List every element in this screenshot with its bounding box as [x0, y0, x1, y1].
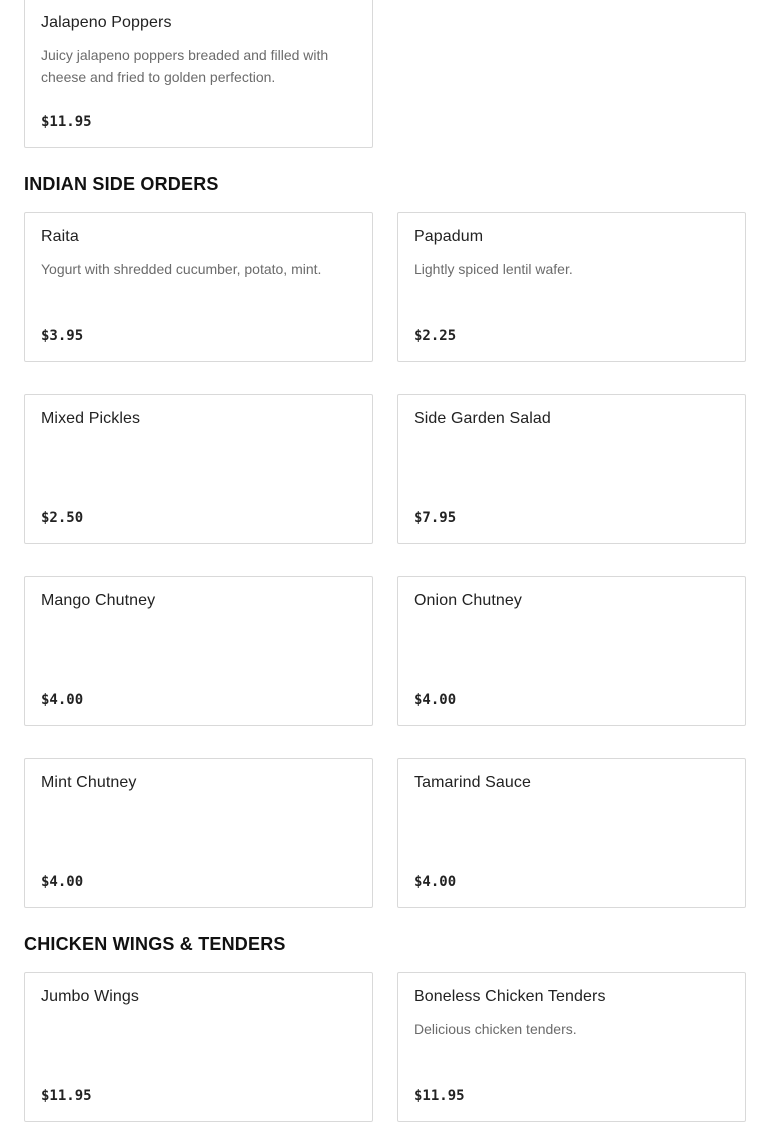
- menu-item-card-mango-chutney[interactable]: [24, 576, 373, 726]
- menu-item-card-mixed-pickles[interactable]: [24, 394, 373, 544]
- menu-item-name: Mint Chutney: [41, 774, 137, 791]
- menu-item-name: Jumbo Wings: [41, 988, 140, 1005]
- menu-item-price: $11.95: [414, 1088, 465, 1104]
- menu-item-name: Boneless Chicken Tenders: [414, 988, 606, 1005]
- section-title-indian-side-orders: INDIAN SIDE ORDERS: [24, 174, 219, 194]
- menu-item-price: $4.00: [41, 692, 84, 708]
- menu-item-price: $4.00: [41, 874, 84, 890]
- menu-item-price: $2.25: [414, 328, 457, 344]
- menu-item-name: Tamarind Sauce: [414, 774, 532, 791]
- menu-item-name: Mango Chutney: [41, 592, 156, 609]
- menu-item-card-jumbo-wings[interactable]: [24, 972, 373, 1122]
- menu-item-price: $11.95: [41, 114, 92, 130]
- menu-item-description: Delicious chicken tenders.: [414, 1021, 577, 1037]
- menu-item-price: $11.95: [41, 1088, 92, 1104]
- menu-item-card-jalapeno-poppers[interactable]: [24, 0, 373, 148]
- menu-item-price: $4.00: [414, 874, 457, 890]
- menu-item-card-onion-chutney[interactable]: [397, 576, 746, 726]
- menu-item-price: $4.00: [414, 692, 457, 708]
- menu-item-name: Side Garden Salad: [414, 410, 551, 427]
- menu-item-name: Mixed Pickles: [41, 410, 141, 427]
- menu-item-card-side-garden-salad[interactable]: [397, 394, 746, 544]
- menu-item-description: Lightly spiced lentil wafer.: [414, 261, 573, 277]
- menu-item-description: Yogurt with shredded cucumber, potato, mint.: [41, 261, 322, 277]
- menu-item-card-mint-chutney[interactable]: [24, 758, 373, 908]
- menu-item-price: $7.95: [414, 510, 457, 526]
- menu-item-name: Jalapeno Poppers: [41, 14, 172, 31]
- menu-item-price: $3.95: [41, 328, 84, 344]
- menu-item-name: Raita: [41, 228, 79, 245]
- menu-item-card-raita[interactable]: [24, 212, 373, 362]
- menu-item-card-boneless-chicken-tenders[interactable]: [397, 972, 746, 1122]
- menu-item-card-papadum[interactable]: [397, 212, 746, 362]
- menu-item-description: Juicy jalapeno poppers breaded and filled with cheese and fried to golden perfection.: [41, 47, 329, 85]
- menu-item-card-tamarind-sauce[interactable]: [397, 758, 746, 908]
- menu-item-price: $2.50: [41, 510, 84, 526]
- section-title-chicken-wings-tenders: CHICKEN WINGS & TENDERS: [24, 934, 286, 954]
- menu-item-name: Onion Chutney: [414, 592, 523, 609]
- menu-item-name: Papadum: [414, 228, 484, 245]
